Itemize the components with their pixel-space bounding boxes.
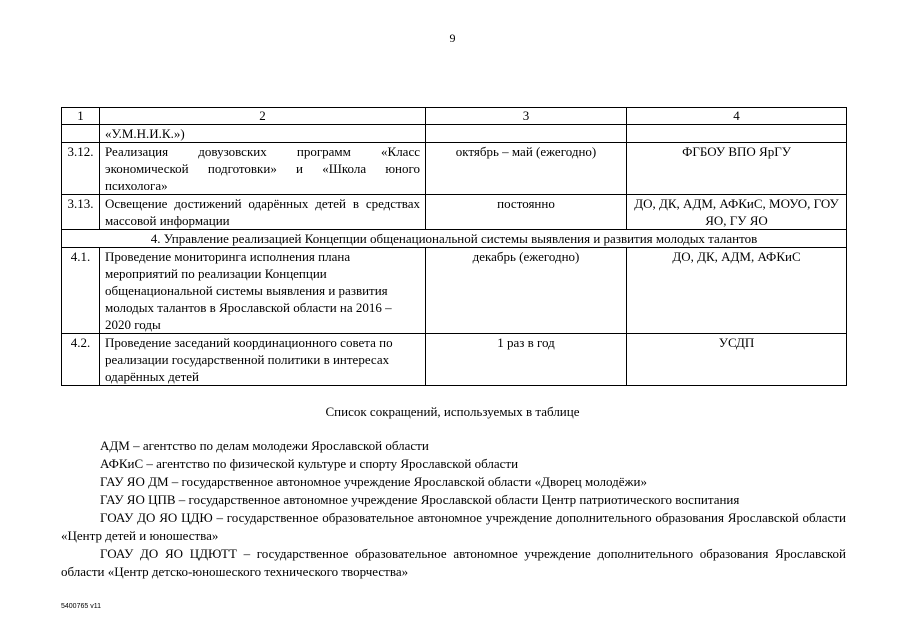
- period-cell: [426, 125, 627, 143]
- table-row: [62, 125, 847, 143]
- section-title: 4. Управление реализацией Концепции общенациональной системы выявления и развития молодых талантов: [62, 230, 847, 248]
- activity-cell: Проведение заседаний координационного совета по реализации государственной политики в интересах одарённых детей: [100, 334, 426, 386]
- activity-cell: «У.М.Н.И.К.»): [100, 125, 426, 143]
- abbreviation-item: ГАУ ЯО ДМ – государственное автономное учреждение Ярославской области «Дворец молодёжи»: [100, 474, 647, 489]
- executor-cell: [627, 125, 847, 143]
- abbreviation-item: ГОАУ ДО ЯО ЦДЮ – государственное образовательное автономное учреждение дополнительного образования Ярославской области «Центр детей и юношества»: [61, 510, 846, 543]
- period-cell: постоянно: [426, 195, 627, 230]
- abbreviation-item: АДМ – агентство по делам молодежи Ярославской области: [100, 438, 429, 453]
- header-cell: 2: [100, 108, 426, 125]
- table-row: [62, 248, 847, 334]
- period-cell: 1 раз в год: [426, 334, 627, 386]
- row-number: [62, 125, 100, 143]
- period-cell: октябрь – май (ежегодно): [426, 143, 627, 195]
- row-number: 3.12.: [62, 143, 100, 195]
- row-number: 4.1.: [62, 248, 100, 334]
- table-row: [62, 195, 847, 230]
- page-number: 9: [449, 31, 456, 45]
- activity-cell: Реализация довузовских программ «Класс экономической подготовки» и «Школа юного психолога»: [100, 143, 426, 195]
- abbreviations-title: Список сокращений, используемых в таблице: [325, 404, 580, 419]
- table-header-row: [62, 108, 847, 125]
- header-cell: 1: [62, 108, 100, 125]
- executor-cell: ФГБОУ ВПО ЯрГУ: [627, 143, 847, 195]
- period-cell: декабрь (ежегодно): [426, 248, 627, 334]
- table-row: [62, 143, 847, 195]
- document-code: 5400765 v11: [61, 603, 101, 610]
- activity-cell: Проведение мониторинга исполнения плана мероприятий по реализации Концепции общенациональной системы выявления и развития молодых талантов в Ярославской области на 2016 – 2020 годы: [100, 248, 426, 334]
- abbreviations-list: [61, 437, 846, 581]
- row-number: 4.2.: [62, 334, 100, 386]
- header-cell: 3: [426, 108, 627, 125]
- abbreviation-item: АФКиС – агентство по физической культуре и спорту Ярославской области: [100, 456, 519, 471]
- row-number: 3.13.: [62, 195, 100, 230]
- executor-cell: УСДП: [627, 334, 847, 386]
- abbreviation-item: ГОАУ ДО ЯО ЦДЮТТ – государственное образовательное автономное учреждение дополнительного образования Ярославской области «Центр детско-юношеского технического творчества»: [61, 546, 846, 579]
- activity-cell: Освещение достижений одарённых детей в средствах массовой информации: [100, 195, 426, 230]
- section-row: [62, 230, 847, 248]
- executor-cell: ДО, ДК, АДМ, АФКиС: [627, 248, 847, 334]
- table-row: [62, 334, 847, 386]
- activities-table: [61, 107, 847, 386]
- executor-cell: ДО, ДК, АДМ, АФКиС, МОУО, ГОУ ЯО, ГУ ЯО: [627, 195, 847, 230]
- abbreviation-item: ГАУ ЯО ЦПВ – государственное автономное учреждение Ярославской области Центр патриотического воспитания: [100, 492, 740, 507]
- header-cell: 4: [627, 108, 847, 125]
